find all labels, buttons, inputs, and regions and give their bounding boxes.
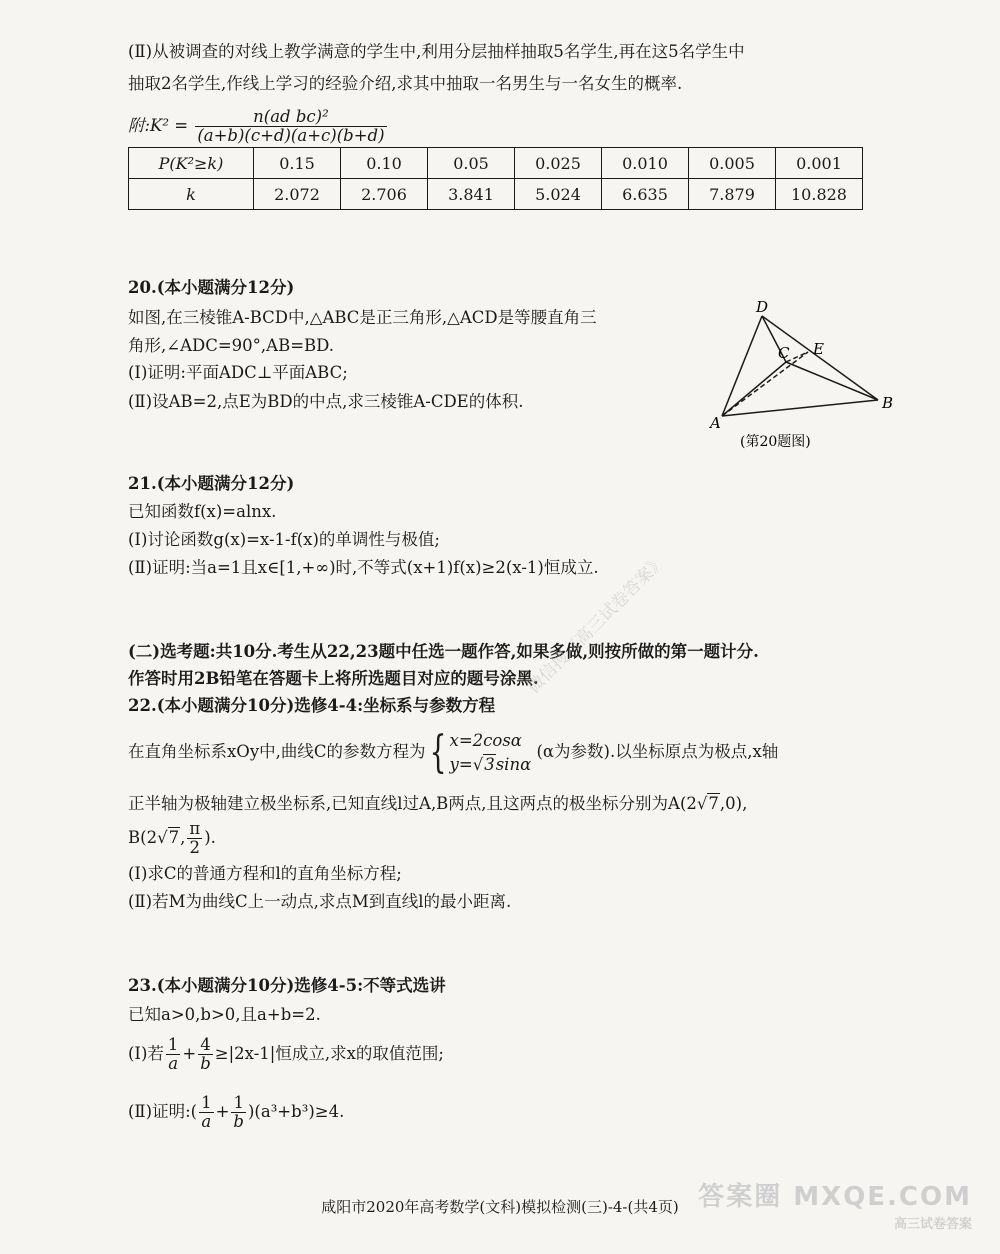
table-cell: 0.005 [689, 148, 776, 179]
label-e: E [813, 340, 824, 358]
q23-part1: (Ⅰ)若 $\frac{1}{a}$ + $\frac{4}{b}$ ≥|2x-1|恒成立,求x的取值范围; [128, 1035, 444, 1073]
table-header-p: P(K²≥k) [129, 148, 254, 179]
table-cell: 0.025 [515, 148, 602, 179]
section2-line2: 作答时用2B铅笔在答题卡上将所选题目对应的题号涂黑. [128, 669, 539, 688]
table-cell: 7.879 [689, 179, 776, 210]
q22-title: 22.(本小题满分10分)选修4-4:坐标系与参数方程 [128, 696, 496, 715]
q23-line1: 已知a>0,b>0,且a+b=2. [128, 1005, 321, 1024]
q22-line3: B(2√7, $\frac{\pi}{2}$ ). [128, 819, 216, 857]
table-cell: 5.024 [515, 179, 602, 210]
label-d: D [756, 298, 769, 316]
figure-caption: (第20题图) [740, 434, 811, 450]
table-cell: 2.706 [341, 179, 428, 210]
section2-line1: (二)选考题:共10分.考生从22,23题中任选一题作答,如果多做,则按所做的第一题计分. [128, 642, 759, 661]
table-row-k [129, 179, 863, 210]
site-logo-sub: 高三试卷答案 [893, 1217, 972, 1232]
site-logo [698, 1176, 972, 1232]
q20-line1: 如图,在三棱锥A-BCD中,△ABC是正三角形,△ACD是等腰直角三 [128, 308, 597, 327]
param-eq-x: x=2cosα [449, 730, 522, 750]
q20-part1: (Ⅰ)证明:平面ADC⊥平面ABC; [128, 363, 348, 382]
site-logo-main: 答案圈 MXQE.COM [698, 1182, 972, 1212]
label-c: C [778, 344, 790, 362]
table-cell: 0.15 [254, 148, 341, 179]
param-eq-y: y=√3sinα [449, 754, 532, 774]
q19-formula [128, 106, 389, 146]
pi-over-2-fraction: $\frac{\pi}{2}$ [189, 819, 201, 857]
q21-part1: (Ⅰ)讨论函数g(x)=x-1-f(x)的单调性与极值; [128, 530, 440, 549]
q20-figure [700, 296, 920, 452]
table-row-p [129, 148, 863, 179]
page-footer: 咸阳市2020年高考数学(文科)模拟检测(三)-4-(共4页) [321, 1198, 679, 1216]
formula-prefix: 附:K² = [128, 116, 189, 135]
table-cell: 6.635 [602, 179, 689, 210]
watermark-text: 微信搜《高三试卷答案》 [523, 551, 670, 698]
table-cell: 10.828 [776, 179, 863, 210]
edge-cb [786, 362, 878, 400]
q22-part1: (Ⅰ)求C的普通方程和l的直角坐标方程; [128, 864, 402, 883]
q20-line2: 角形,∠ADC=90°,AB=BD. [128, 336, 335, 355]
table-cell: 0.010 [602, 148, 689, 179]
q22-line2: 正半轴为极轴建立极坐标系,已知直线l过A,B两点,且这两点的极坐标分别为A(2√7,0), [128, 794, 748, 813]
table-cell: 2.072 [254, 179, 341, 210]
formula-denominator: (a+b)(c+d)(a+c)(b+d) [197, 126, 385, 145]
q21-title: 21.(本小题满分12分) [128, 474, 295, 493]
label-a: A [710, 414, 721, 432]
table-header-k: k [129, 179, 254, 210]
table-cell: 0.001 [776, 148, 863, 179]
table-cell: 3.841 [428, 179, 515, 210]
formula-numerator: n(ad bc)² [195, 108, 386, 127]
q22-part2: (Ⅱ)若M为曲线C上一动点,求点M到直线l的最小距离. [128, 892, 512, 911]
q22-line1 [128, 728, 778, 777]
formula-fraction [195, 108, 386, 145]
q23-part2: (Ⅱ)证明:( $\frac{1}{a}$ + $\frac{1}{b}$ )(a³+b³)≥4. [128, 1093, 345, 1131]
table-cell: 0.10 [341, 148, 428, 179]
table-cell: 0.05 [428, 148, 515, 179]
brace-symbol: { [429, 726, 446, 778]
critical-value-table [128, 147, 863, 210]
q19-part2-line2: 抽取2名学生,作线上学习的经验介绍,求其中抽取一名男生与一名女生的概率. [128, 74, 683, 93]
edge-ac [722, 362, 786, 416]
param-equations [450, 729, 532, 777]
q19-part2-line1: (Ⅱ)从被调查的对线上教学满意的学生中,利用分层抽样抽取5名学生,再在这5名学生中 [128, 42, 745, 61]
q21-line1: 已知函数f(x)=alnx. [128, 502, 277, 521]
q21-part2: (Ⅱ)证明:当a=1且x∈[1,+∞)时,不等式(x+1)f(x)≥2(x-1)恒成立. [128, 558, 599, 577]
q20-part2: (Ⅱ)设AB=2,点E为BD的中点,求三棱锥A-CDE的体积. [128, 392, 524, 411]
q22-line1-pre: 在直角坐标系xOy中,曲线C的参数方程为 [128, 742, 426, 761]
label-b: B [882, 394, 894, 412]
edge-ab [722, 400, 878, 416]
q23-title: 23.(本小题满分10分)选修4-5:不等式选讲 [128, 976, 446, 995]
q20-title: 20.(本小题满分12分) [128, 278, 295, 297]
q22-line1-post: (α为参数).以坐标原点为极点,x轴 [536, 742, 779, 761]
